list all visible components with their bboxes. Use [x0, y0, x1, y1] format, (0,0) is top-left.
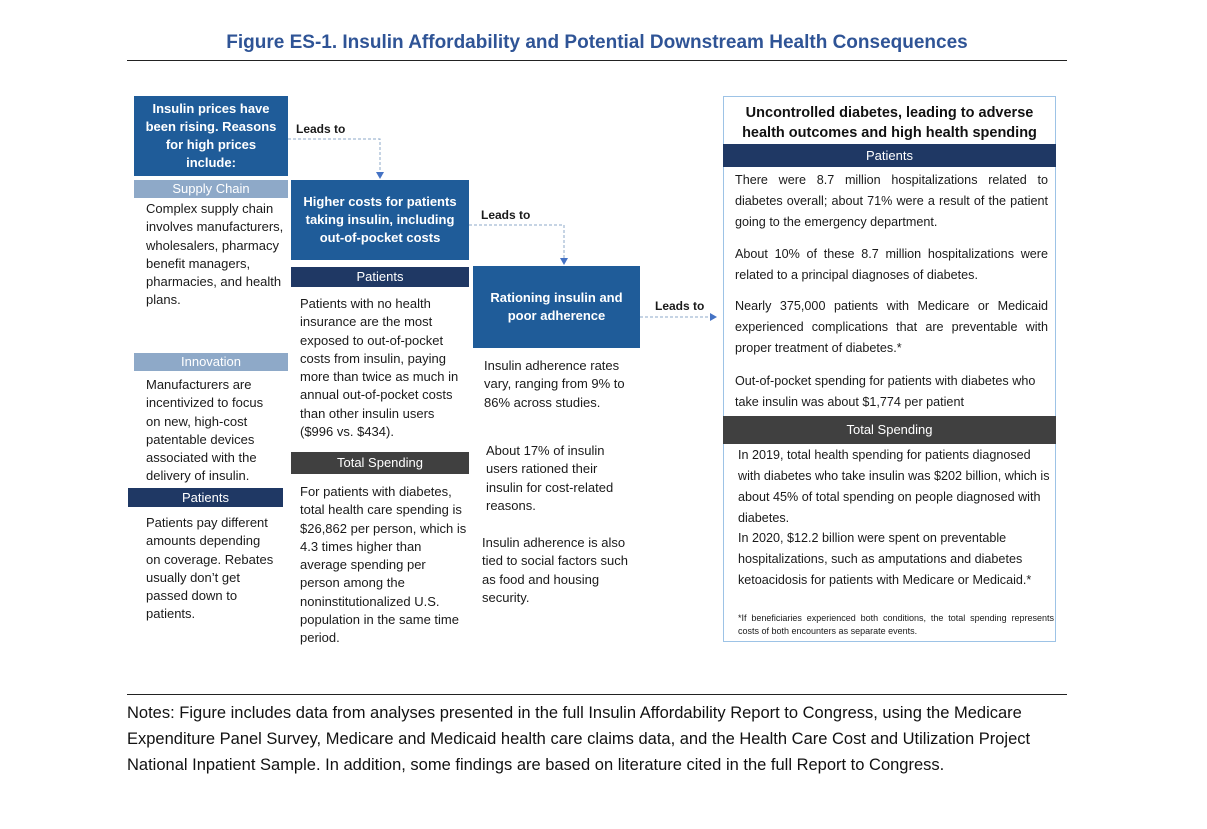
innovation-label: Innovation [134, 353, 288, 371]
title-rule [127, 60, 1067, 61]
social-factors-text: Insulin adherence is also tied to social factors such as food and housing security. [482, 535, 628, 605]
notes-rule [127, 694, 1067, 695]
hospitalizations-text: There were 8.7 million hospitalizations related to diabetes overall; about 71% were a result of the patient going to the emergency department. [735, 173, 1048, 229]
col2-patients-text: Patients with no health insurance are the most exposed to out-of-pocket costs from insulin, paying more than twice as much in annual out-of-pocket costs than other insulin users ($996 vs. $434). [300, 296, 459, 440]
leads-to-label-1: Leads to [296, 122, 346, 136]
higher-costs-box: Higher costs for patients taking insulin, including out-of-pocket costs [291, 180, 469, 260]
total-spending-2019-text: In 2019, total health spending for patients diagnosed with diabetes who take insulin was $202 billion, which is about 45% of total spending on people diagnosed with diabetes. [738, 448, 1050, 525]
rationing-text: About 17% of insulin users rationed their insulin for cost-related reasons. [486, 443, 614, 513]
col1-patients-label: Patients [128, 488, 283, 507]
col1-patients-text: Patients pay different amounts depending on coverage. Rebates usually don’t get passed down to patients. [146, 515, 274, 622]
out-of-pocket-text: Out-of-pocket spending for patients with diabetes who take insulin was about $1,774 per patient [735, 374, 1036, 409]
supply-chain-text: Complex supply chain involves manufacturers, wholesalers, pharmacy benefit managers, pharmacies, and health plans. [146, 201, 284, 308]
arrow-3 [0, 0, 1, 1]
supply-chain-label: Supply Chain [134, 180, 288, 198]
col4-spending-label: Total Spending [723, 416, 1056, 444]
notes-text: Notes: Figure includes data from analyses presented in the full Insulin Affordability Report to Congress, using the Medicare Expenditure Panel Survey, Medicare and Medicaid health care claims data, and the Health Care Cost and Utilization Project National Inpatient Sample. In addition, some findings are based on literature cited in the full Report to Congress. [127, 704, 1031, 774]
principal-diagnoses-text: About 10% of these 8.7 million hospitalizations were related to a principal diagnoses of diabetes. [735, 247, 1048, 282]
col2-spending-text: For patients with diabetes, total health care spending is $26,862 per person, which is 4.3 times higher than average spending per person among the noninstitutionalized U.S. population in the same time period. [300, 484, 467, 646]
outcomes-header: Uncontrolled diabetes, leading to adverse health outcomes and high health spending [742, 105, 1037, 141]
col4-patients-label: Patients [723, 144, 1056, 167]
adherence-text: Insulin adherence rates vary, ranging from 9% to 86% across studies. [484, 358, 625, 410]
footnote-text: *If beneficiaries experienced both conditions, the total spending represents costs of both encounters as separate events. [738, 613, 1054, 636]
col2-patients-label: Patients [291, 267, 469, 287]
innovation-text: Manufacturers are incentivized to focus on new, high-cost patentable devices associated with the delivery of insulin. [146, 377, 264, 484]
preventable-hospitalizations-text: In 2020, $12.2 billion were spent on preventable hospitalizations, such as amputations and diabetes ketoacidosis for patients with Medicare or Medicaid.* [738, 531, 1032, 587]
insulin-prices-box: Insulin prices have been rising. Reasons for high prices include: [134, 96, 288, 176]
rationing-box: Rationing insulin and poor adherence [473, 266, 640, 348]
medicare-complications-text: Nearly 375,000 patients with Medicare or Medicaid experienced complications that are preventable with proper treatment of diabetes.* [735, 299, 1048, 355]
col2-spending-label: Total Spending [291, 452, 469, 474]
leads-to-label-2: Leads to [481, 208, 531, 222]
leads-to-label-3: Leads to [655, 299, 705, 313]
figure-title: Figure ES-1. Insulin Affordability and Potential Downstream Health Consequences [226, 32, 968, 53]
